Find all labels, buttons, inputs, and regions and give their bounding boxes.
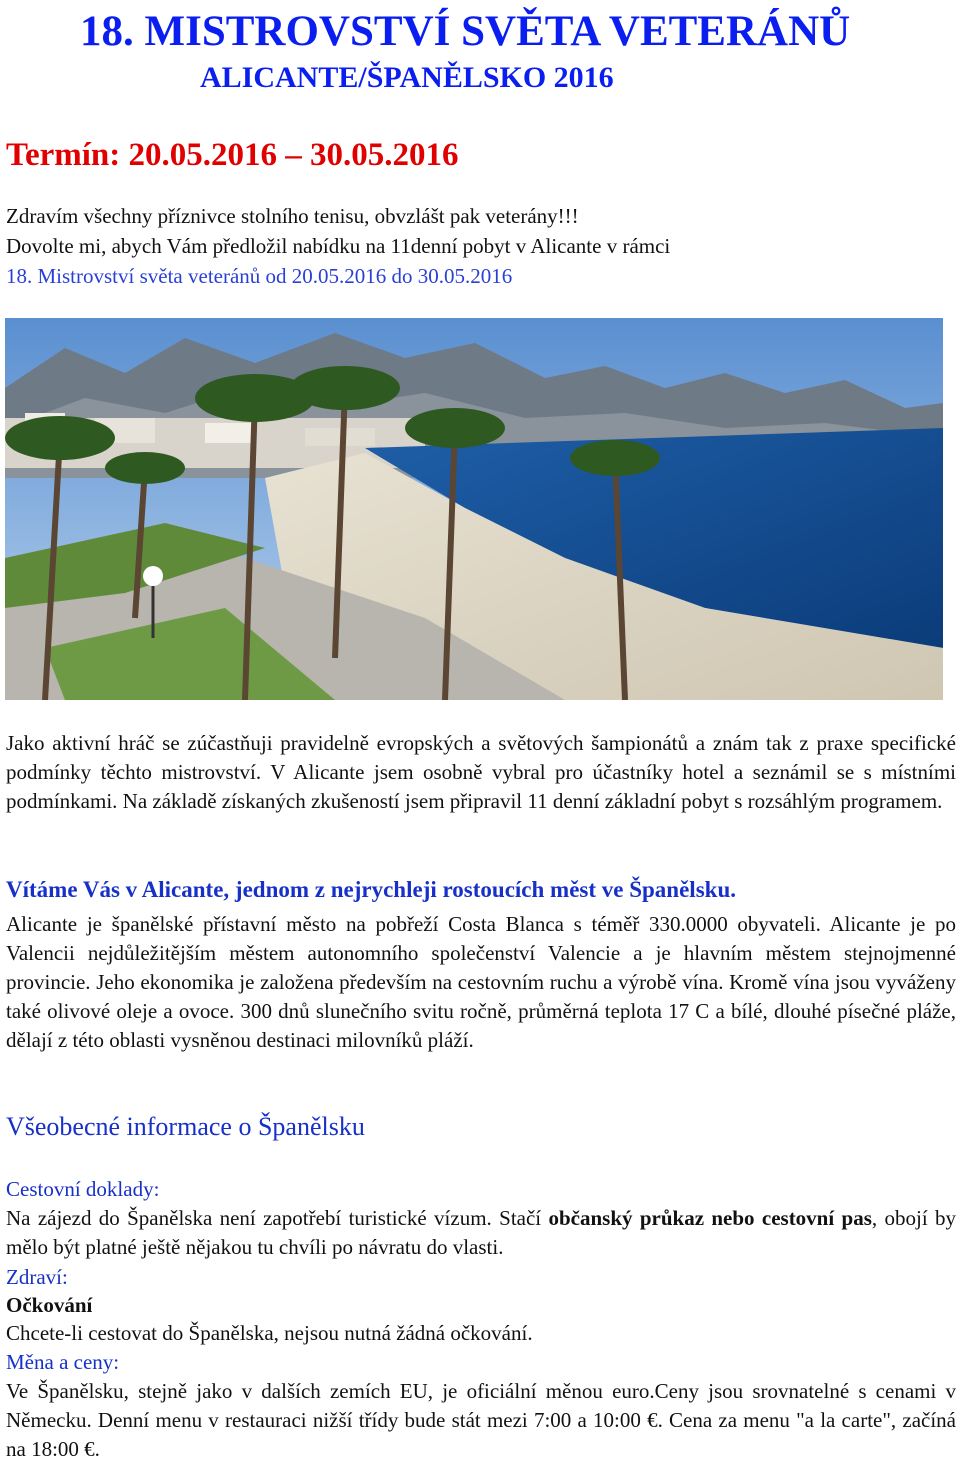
documents-text-b: , obojí by mělo být platné ještě nějakou tu chvíli po návratu do vlasti. xyxy=(6,1206,956,1259)
health-label: Zdraví: xyxy=(6,1265,68,1289)
welcome-paragraph: Alicante je španělské přístavní město na pobřeží Costa Blanca s téměř 330.0000 obyvateli. Alicante je po Valencii nejdůležitějším městem autonomního společenství Valencie a je hlavním městem stejnojmenné provincie. Jeho ekonomika je založena především na cestovním ruchu a výrobě vína. Kromě vína jsou vyváženy také olivové oleje a ovoce. 300 dnů slunečního svitu ročně, průměrná teplota 17 C a bílé, dlouhé písečné pláže, dělají z této oblasti vysněnou destinaci milovníků pláží. xyxy=(6,912,956,1052)
vaccination-paragraph: Chcete-li cestovat do Španělska, nejsou nutná žádná očkování. xyxy=(6,1321,533,1345)
intro-line-2: Dovolte mi, abych Vám předložil nabídku na 11denní pobyt v Alicante v rámci xyxy=(6,234,671,258)
intro-text xyxy=(6,201,946,291)
main-title: 18. MISTROVSTVÍ SVĚTA VETERÁNŮ xyxy=(80,8,851,55)
vaccination-label: Očkování xyxy=(6,1293,93,1317)
intro-line-3: 18. Mistrovství světa veteránů od 20.05.2016 do 30.05.2016 xyxy=(6,264,513,288)
beach-photo-icon xyxy=(5,318,943,700)
intro-line-1: Zdravím všechny příznivce stolního tenisu, obvzlášt pak veterány!!! xyxy=(6,204,579,228)
subtitle: ALICANTE/ŠPANĚLSKO 2016 xyxy=(200,61,614,94)
currency-paragraph: Ve Španělsku, stejně jako v dalších zemích EU, je oficiální měnou euro.Ceny jsou srovnatelné s cenami v Německu. Denní menu v restauraci nižší třídy bude stát mezi 7:00 a 10:00 €. Cena za menu "a la carte", začíná na 18:00 €. xyxy=(6,1379,956,1461)
documents-bold: občanský průkaz nebo cestovní pas xyxy=(548,1206,872,1230)
alicante-beach-photo xyxy=(5,318,943,700)
intro-paragraph: Jako aktivní hráč se zúčastňuji pravidelně evropských a světových šampionátů a znám tak z praxe specifické podmínky těchto mistrovství. V Alicante jsem osobně vybral pro účastníky hotel a seznámil se s místními podmínkami. Na základě získaných zkušeností jsem připravil 11 denní základní pobyt s rozsáhlým programem. xyxy=(6,731,956,813)
documents-text-a: Na zájezd do Španělska není zapotřebí turistické vízum. Stačí xyxy=(6,1206,549,1230)
general-info-heading: Všeobecné informace o Španělsku xyxy=(6,1112,365,1141)
event-dates: Termín: 20.05.2016 – 30.05.2016 xyxy=(6,137,459,173)
documents-paragraph xyxy=(6,1204,956,1262)
documents-label: Cestovní doklady: xyxy=(6,1177,160,1201)
currency-label: Měna a ceny: xyxy=(6,1350,120,1374)
welcome-heading: Vítáme Vás v Alicante, jednom z nejrychleji rostoucích měst ve Španělsku. xyxy=(6,877,736,902)
